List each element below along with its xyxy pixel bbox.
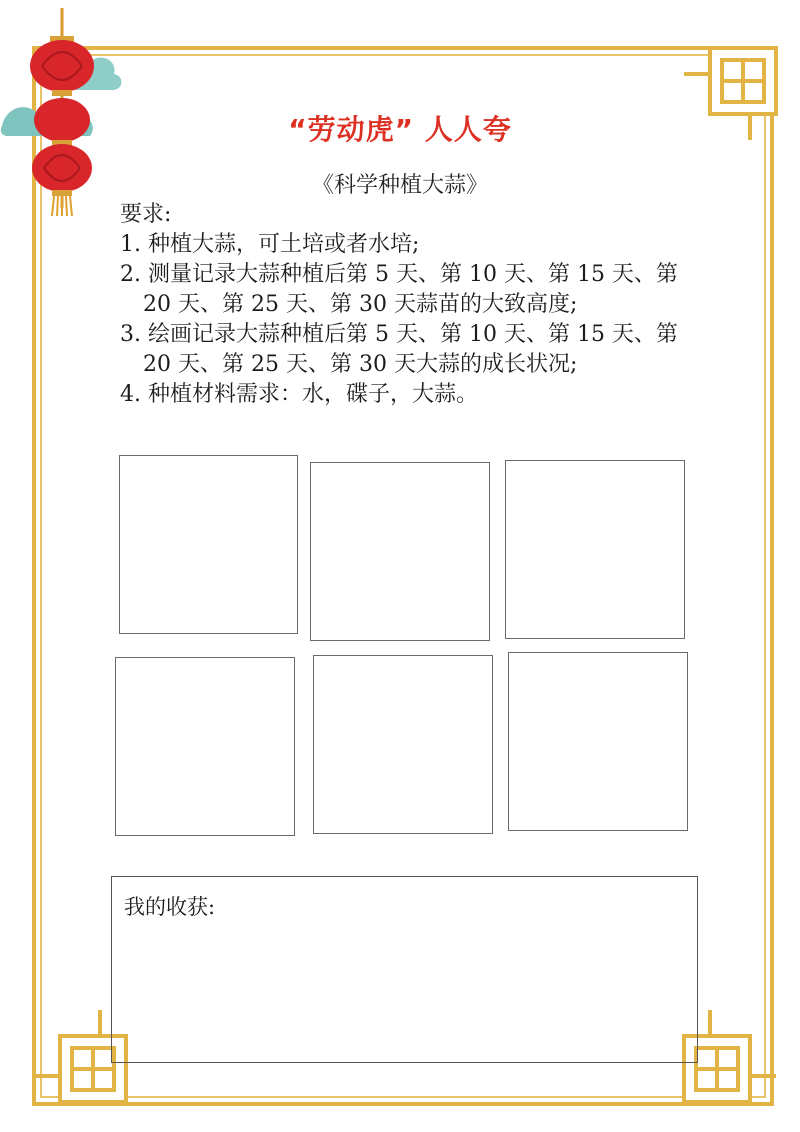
harvest-label: 我的收获:: [124, 895, 216, 919]
drawing-box[interactable]: [310, 462, 490, 641]
page-subtitle: 《科学种植大蒜》: [311, 173, 488, 198]
drawing-box[interactable]: [505, 460, 685, 639]
requirements-section: [120, 200, 700, 410]
requirement-item: 4. 种植材料需求：水，碟子，大蒜。: [120, 382, 478, 407]
drawing-box[interactable]: [115, 657, 295, 836]
requirement-item: 1. 种植大蒜，可土培或者水培;: [120, 232, 420, 257]
requirement-item: 3. 绘画记录大蒜种植后第 5 天、第 10 天、第 15 天、第 20 天、第 25 天、第 30 天大蒜的成长状况;: [120, 322, 678, 377]
drawing-box[interactable]: [119, 455, 298, 634]
requirement-item: 2. 测量记录大蒜种植后第 5 天、第 10 天、第 15 天、第 20 天、第 25 天、第 30 天蒜苗的大致高度;: [120, 262, 678, 317]
requirements-heading: 要求:: [120, 202, 172, 227]
drawing-box[interactable]: [313, 655, 493, 834]
page-title: “劳动虎” 人人夸: [288, 113, 512, 146]
harvest-box[interactable]: [111, 876, 698, 1063]
drawing-box[interactable]: [508, 652, 688, 831]
